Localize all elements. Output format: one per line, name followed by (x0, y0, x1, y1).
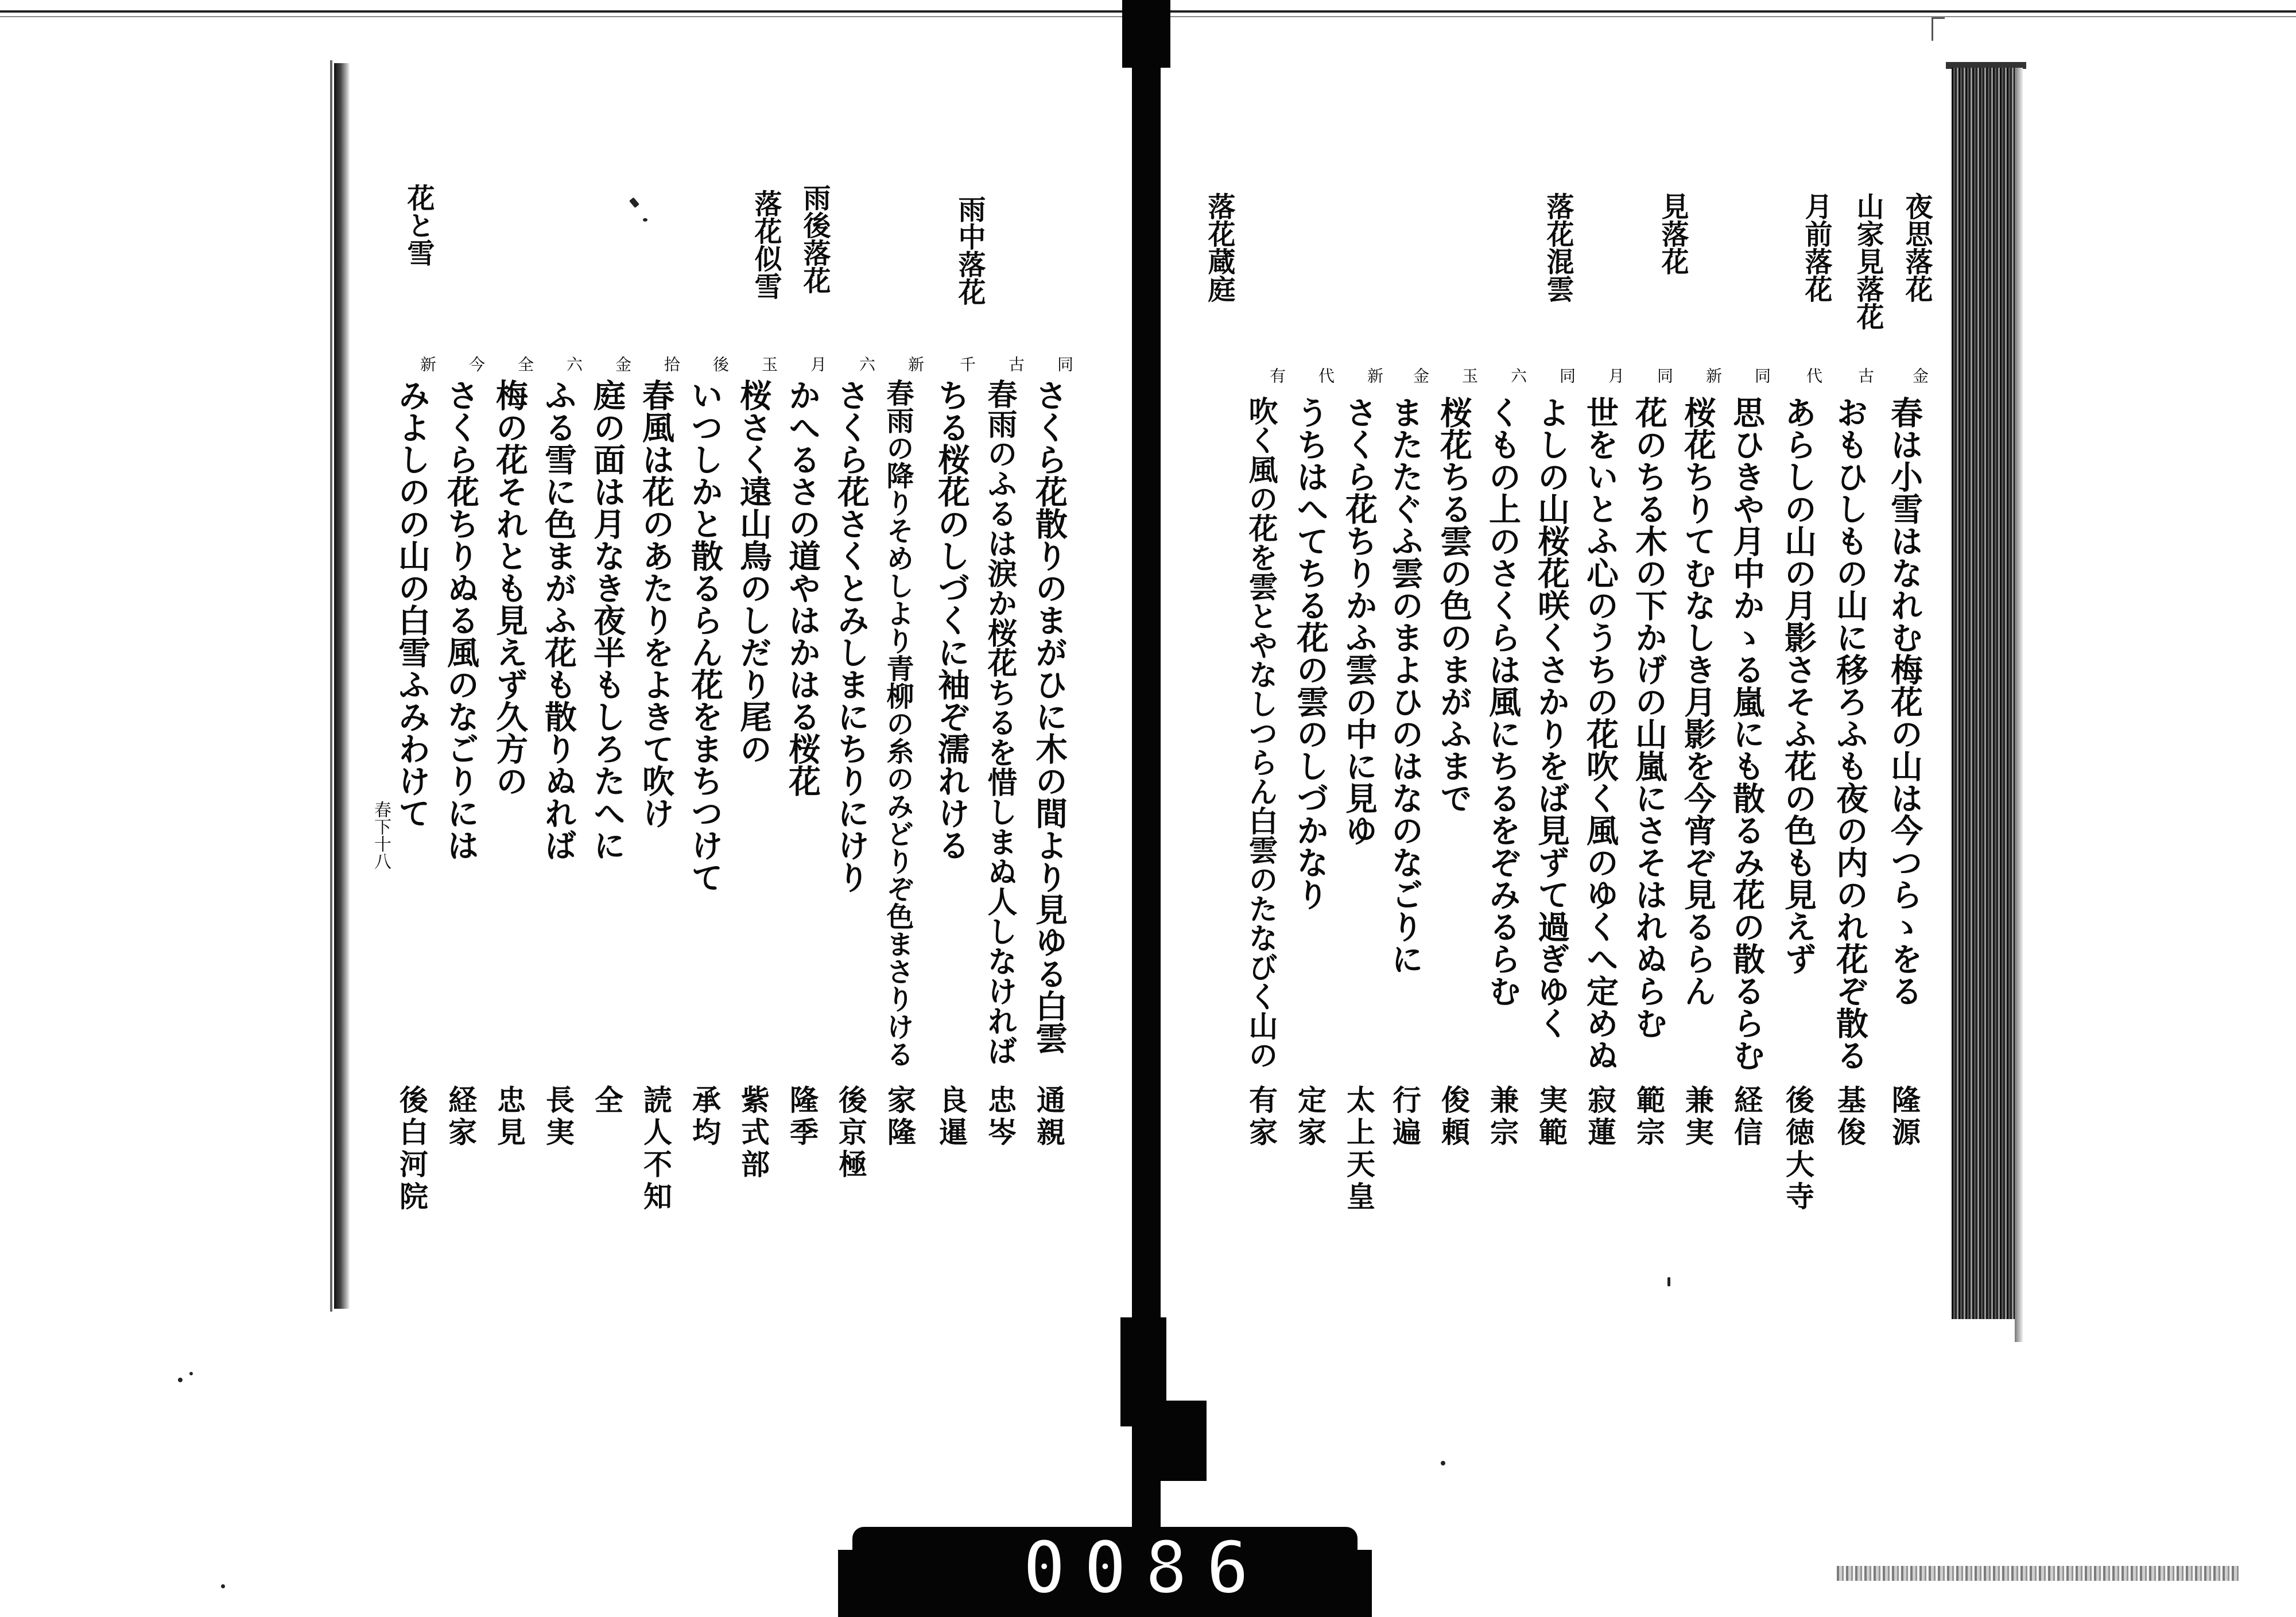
scan-speck (1441, 1461, 1445, 1465)
scan-speck (189, 1372, 193, 1375)
poem-author: 隆季 (785, 1085, 819, 1149)
poem-author: 長実 (541, 1085, 575, 1149)
poem-source-marker: 玉 (1460, 367, 1479, 383)
poem-text: さくら花ちりぬる風のなごりには (442, 379, 480, 861)
poem-source-marker: 同 (1752, 367, 1771, 383)
poem-source-marker: 拾 (662, 356, 681, 372)
poem-author: 定家 (1293, 1085, 1327, 1149)
poem-author: 経家 (444, 1085, 478, 1149)
page-edge-left (330, 60, 332, 1312)
poem-author: 兼実 (1681, 1085, 1715, 1149)
poem-source-marker: 金 (1910, 367, 1929, 383)
poem-source-marker: 後 (711, 356, 730, 372)
poem-source-marker: 月 (808, 356, 827, 372)
scan-speck (221, 1584, 225, 1588)
poem-author: 兼宗 (1486, 1085, 1519, 1149)
poem-author: 基俊 (1833, 1085, 1867, 1149)
poem-text: ふる雪に色まがふ花も散りぬれば (540, 379, 577, 861)
poem-text: ちる桜花のしづくに袖ぞ濡れける (933, 379, 971, 861)
poem-author: 範宗 (1632, 1085, 1666, 1149)
poem-author: 実範 (1534, 1085, 1568, 1149)
section-title: 落花似雪 (750, 189, 782, 300)
scan-speck (178, 1378, 183, 1382)
poem-text: 春雨のふるは涙か桜花ちるを惜しまぬ人しなければ (982, 379, 1017, 1065)
poem-source-marker: 同 (1557, 367, 1576, 383)
poem-text: いつしかと散るらん花をまちつけて (686, 379, 724, 893)
poem-author: 良暹 (934, 1085, 968, 1149)
poem-source-marker: 千 (957, 356, 976, 372)
poem-text: あらしの山の月影さそふ花の色も見えず (1779, 396, 1817, 975)
frame-number: 0086 (1022, 1524, 1266, 1611)
poem-author: 忠見 (492, 1085, 526, 1149)
poem-text: 思ひきや月中かゝる嵐にも散るみ花の散るらむ (1728, 396, 1766, 1071)
poem-text: 世をいとふ心のうちの花吹く風のゆくへ定めぬ (1581, 396, 1619, 1071)
section-title: 山家見落花 (1852, 192, 1884, 330)
poem-author: 寂蓮 (1583, 1085, 1617, 1149)
poem-source-marker: 六 (857, 356, 876, 372)
scan-speck (643, 218, 647, 222)
scan-speck (1667, 1277, 1670, 1286)
binding-clamp (1120, 1317, 1166, 1426)
poem-author: 読人不知 (639, 1085, 673, 1213)
section-title: 落花蔵庭 (1203, 192, 1235, 303)
poem-text: うちはへてちる花の雲のしづかなり (1292, 396, 1329, 910)
poem-source-marker: 全 (515, 356, 534, 372)
poem-source-marker: 代 (1804, 367, 1823, 383)
section-title: 見落花 (1657, 192, 1689, 275)
section-title: 夜思落花 (1901, 192, 1933, 303)
poem-source-marker: 新 (1365, 367, 1384, 383)
poem-text: 桜花ちる雲の色のまがふまで (1435, 396, 1473, 814)
poem-text: 桜さく遠山鳥のしだり尾の (735, 379, 773, 765)
poem-text: おもひしもの山に移ろふも夜の内のれ花ぞ散る (1831, 396, 1869, 1071)
section-title: 月前落花 (1800, 192, 1832, 303)
scan-noise (1837, 1566, 2239, 1581)
poem-author: 俊頼 (1437, 1085, 1471, 1149)
poem-text: 桜花ちりてむなしき月影を今宵ぞ見るらん (1679, 396, 1717, 1007)
poem-author: 太上天皇 (1342, 1085, 1376, 1213)
section-title: 落花混雲 (1542, 192, 1574, 303)
poem-author: 隆源 (1887, 1085, 1921, 1149)
page-stack-edge-fade (2015, 68, 2023, 1342)
poem-text: 花のちる木の下かげの山嵐にさそはれぬらむ (1630, 396, 1668, 1039)
poem-source-marker: 六 (1508, 367, 1527, 383)
poem-author: 後白河院 (395, 1085, 429, 1213)
poem-source-marker: 新 (418, 356, 437, 372)
poem-source-marker: 有 (1267, 367, 1286, 383)
poem-source-marker: 金 (613, 356, 632, 372)
scan-speck (629, 197, 639, 208)
poem-source-marker: 古 (1006, 356, 1025, 372)
poem-text: かへるさの道やはかはる桜花 (784, 379, 821, 797)
page-stack-edge-right (1952, 68, 2015, 1319)
poem-author: 全 (590, 1085, 624, 1117)
poem-source-marker: 月 (1606, 367, 1625, 383)
poem-text: みよしのの山の白雪ふみわけて (393, 379, 431, 829)
poem-source-marker: 古 (1856, 367, 1875, 383)
poem-text: 春雨の降りそめしより青柳の糸のみどりぞ色まさりける (882, 379, 914, 1068)
page-edge-left-shadow (334, 63, 350, 1309)
poem-author: 紫式部 (736, 1085, 770, 1181)
crop-mark (1932, 17, 1945, 41)
poem-text: くもの上のさくらは風にちるをぞみるらむ (1484, 396, 1522, 1007)
poem-author: 経信 (1729, 1085, 1763, 1149)
poem-text: さくら花さくとみしまにちりにけり (832, 379, 870, 893)
poem-source-marker: 新 (906, 356, 925, 372)
poem-text: 庭の面は月なき夜半もしろたへに (588, 379, 626, 861)
poem-source-marker: 玉 (759, 356, 778, 372)
poem-source-marker: 今 (467, 356, 486, 372)
poem-author: 通親 (1032, 1085, 1066, 1149)
poem-source-marker: 六 (564, 356, 583, 372)
poem-text: 梅の花それとも見えず久方の (491, 379, 529, 797)
poem-author: 後徳大寺 (1781, 1085, 1815, 1213)
poem-source-marker: 同 (1055, 356, 1074, 372)
poem-author: 承均 (688, 1085, 722, 1149)
binding-clamp-step (1161, 1401, 1207, 1481)
poem-author: 後京極 (834, 1085, 868, 1181)
section-title: 花と雪 (402, 184, 435, 266)
poem-author: 有家 (1244, 1085, 1278, 1149)
poem-author: 家隆 (883, 1085, 917, 1149)
poem-text: 春風は花のあたりをよきて吹け (637, 379, 675, 829)
poem-source-marker: 同 (1655, 367, 1674, 383)
page-number: 春下十八 (371, 801, 391, 870)
poem-source-marker: 金 (1411, 367, 1430, 383)
poem-text: またたぐふ雲のまよひのはなのなごりに (1386, 396, 1424, 975)
poem-text: さくら花散りのまがひに木の間より見ゆる白雲 (1030, 379, 1068, 1054)
section-title: 雨後落花 (798, 184, 831, 294)
poem-source-marker: 代 (1316, 367, 1335, 383)
poem-text: さくら花ちりかふ雲の中に見ゆ (1340, 396, 1378, 846)
poem-text: よしの山桜花咲くさかりをば見ずて過ぎゆく (1533, 396, 1570, 1039)
poem-text: 吹く風の花を雲とやなしつらん白雲のたなびく山の (1243, 396, 1278, 1069)
poem-author: 行遍 (1388, 1085, 1422, 1149)
section-title: 雨中落花 (953, 195, 986, 305)
poem-text: 春は小雪はなれむ梅花の山は今つらゝをる (1886, 396, 1923, 1007)
poem-author: 忠岑 (983, 1085, 1017, 1149)
poem-source-marker: 新 (1704, 367, 1723, 383)
